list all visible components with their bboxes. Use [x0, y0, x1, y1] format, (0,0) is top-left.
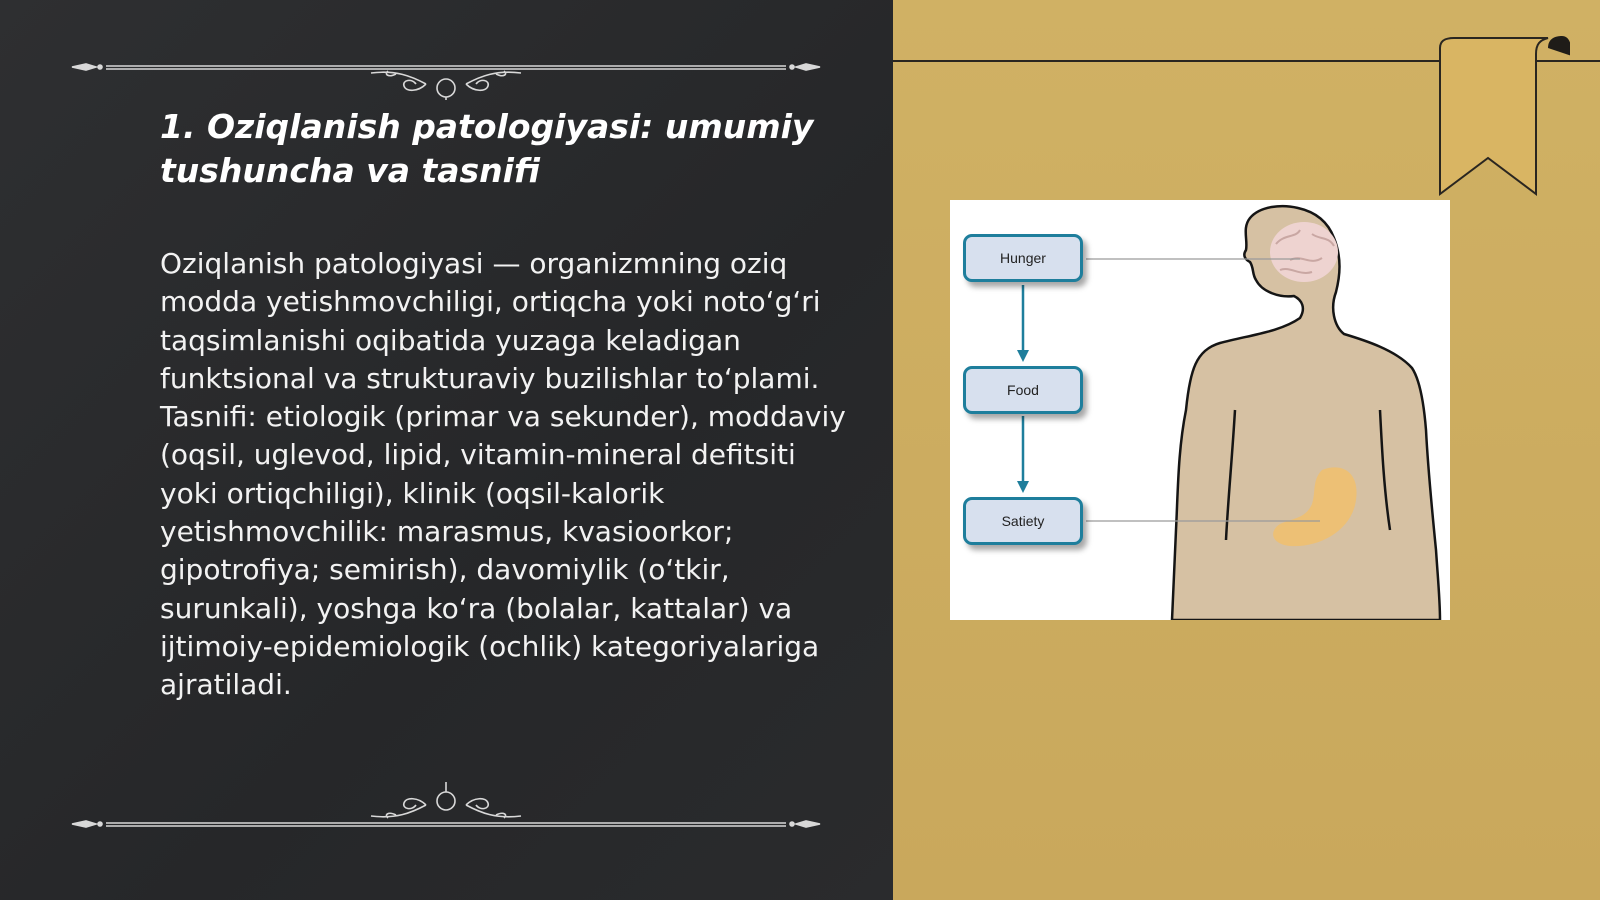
- slide-body-text: Oziqlanish patologiyasi — organizmning oziq modda yetishmovchiligi, ortiqcha yoki noto‘g‘ri taqsimlanishi oqibatida yuzaga keladigan funktsional va strukturaviy buzilishlar to‘plami. Tasnifi: etiologik (primar va sekunder), moddaviy (oqsil, uglevod, lipid, vitamin-mineral defitsiti yoki ortiqchiligi), klinik (oqsil-kalorik yetishmovchilik: marasmus, kvasioorkor; gipotrofiya; semirish), davomiylik (o‘tkir, surunkali), yoshga ko‘ra (bolalar, kattalar) va ijtimoiy-epidemiologik (ochlik) kategoriyalariga ajratiladi.: [160, 247, 846, 702]
- ornament-top-divider: [66, 40, 826, 100]
- ornament-bottom-divider: [66, 772, 826, 832]
- hunger-satiety-diagram: [950, 200, 1450, 620]
- bookmark-ribbon-icon: [1430, 34, 1570, 204]
- node-food: Food: [963, 366, 1083, 414]
- slide-title: 1. Oziqlanish patologiyasi: umumiy tushuncha va tasnifi: [160, 107, 814, 190]
- node-satiety: Satiety: [963, 497, 1083, 545]
- node-hunger: Hunger: [963, 234, 1083, 282]
